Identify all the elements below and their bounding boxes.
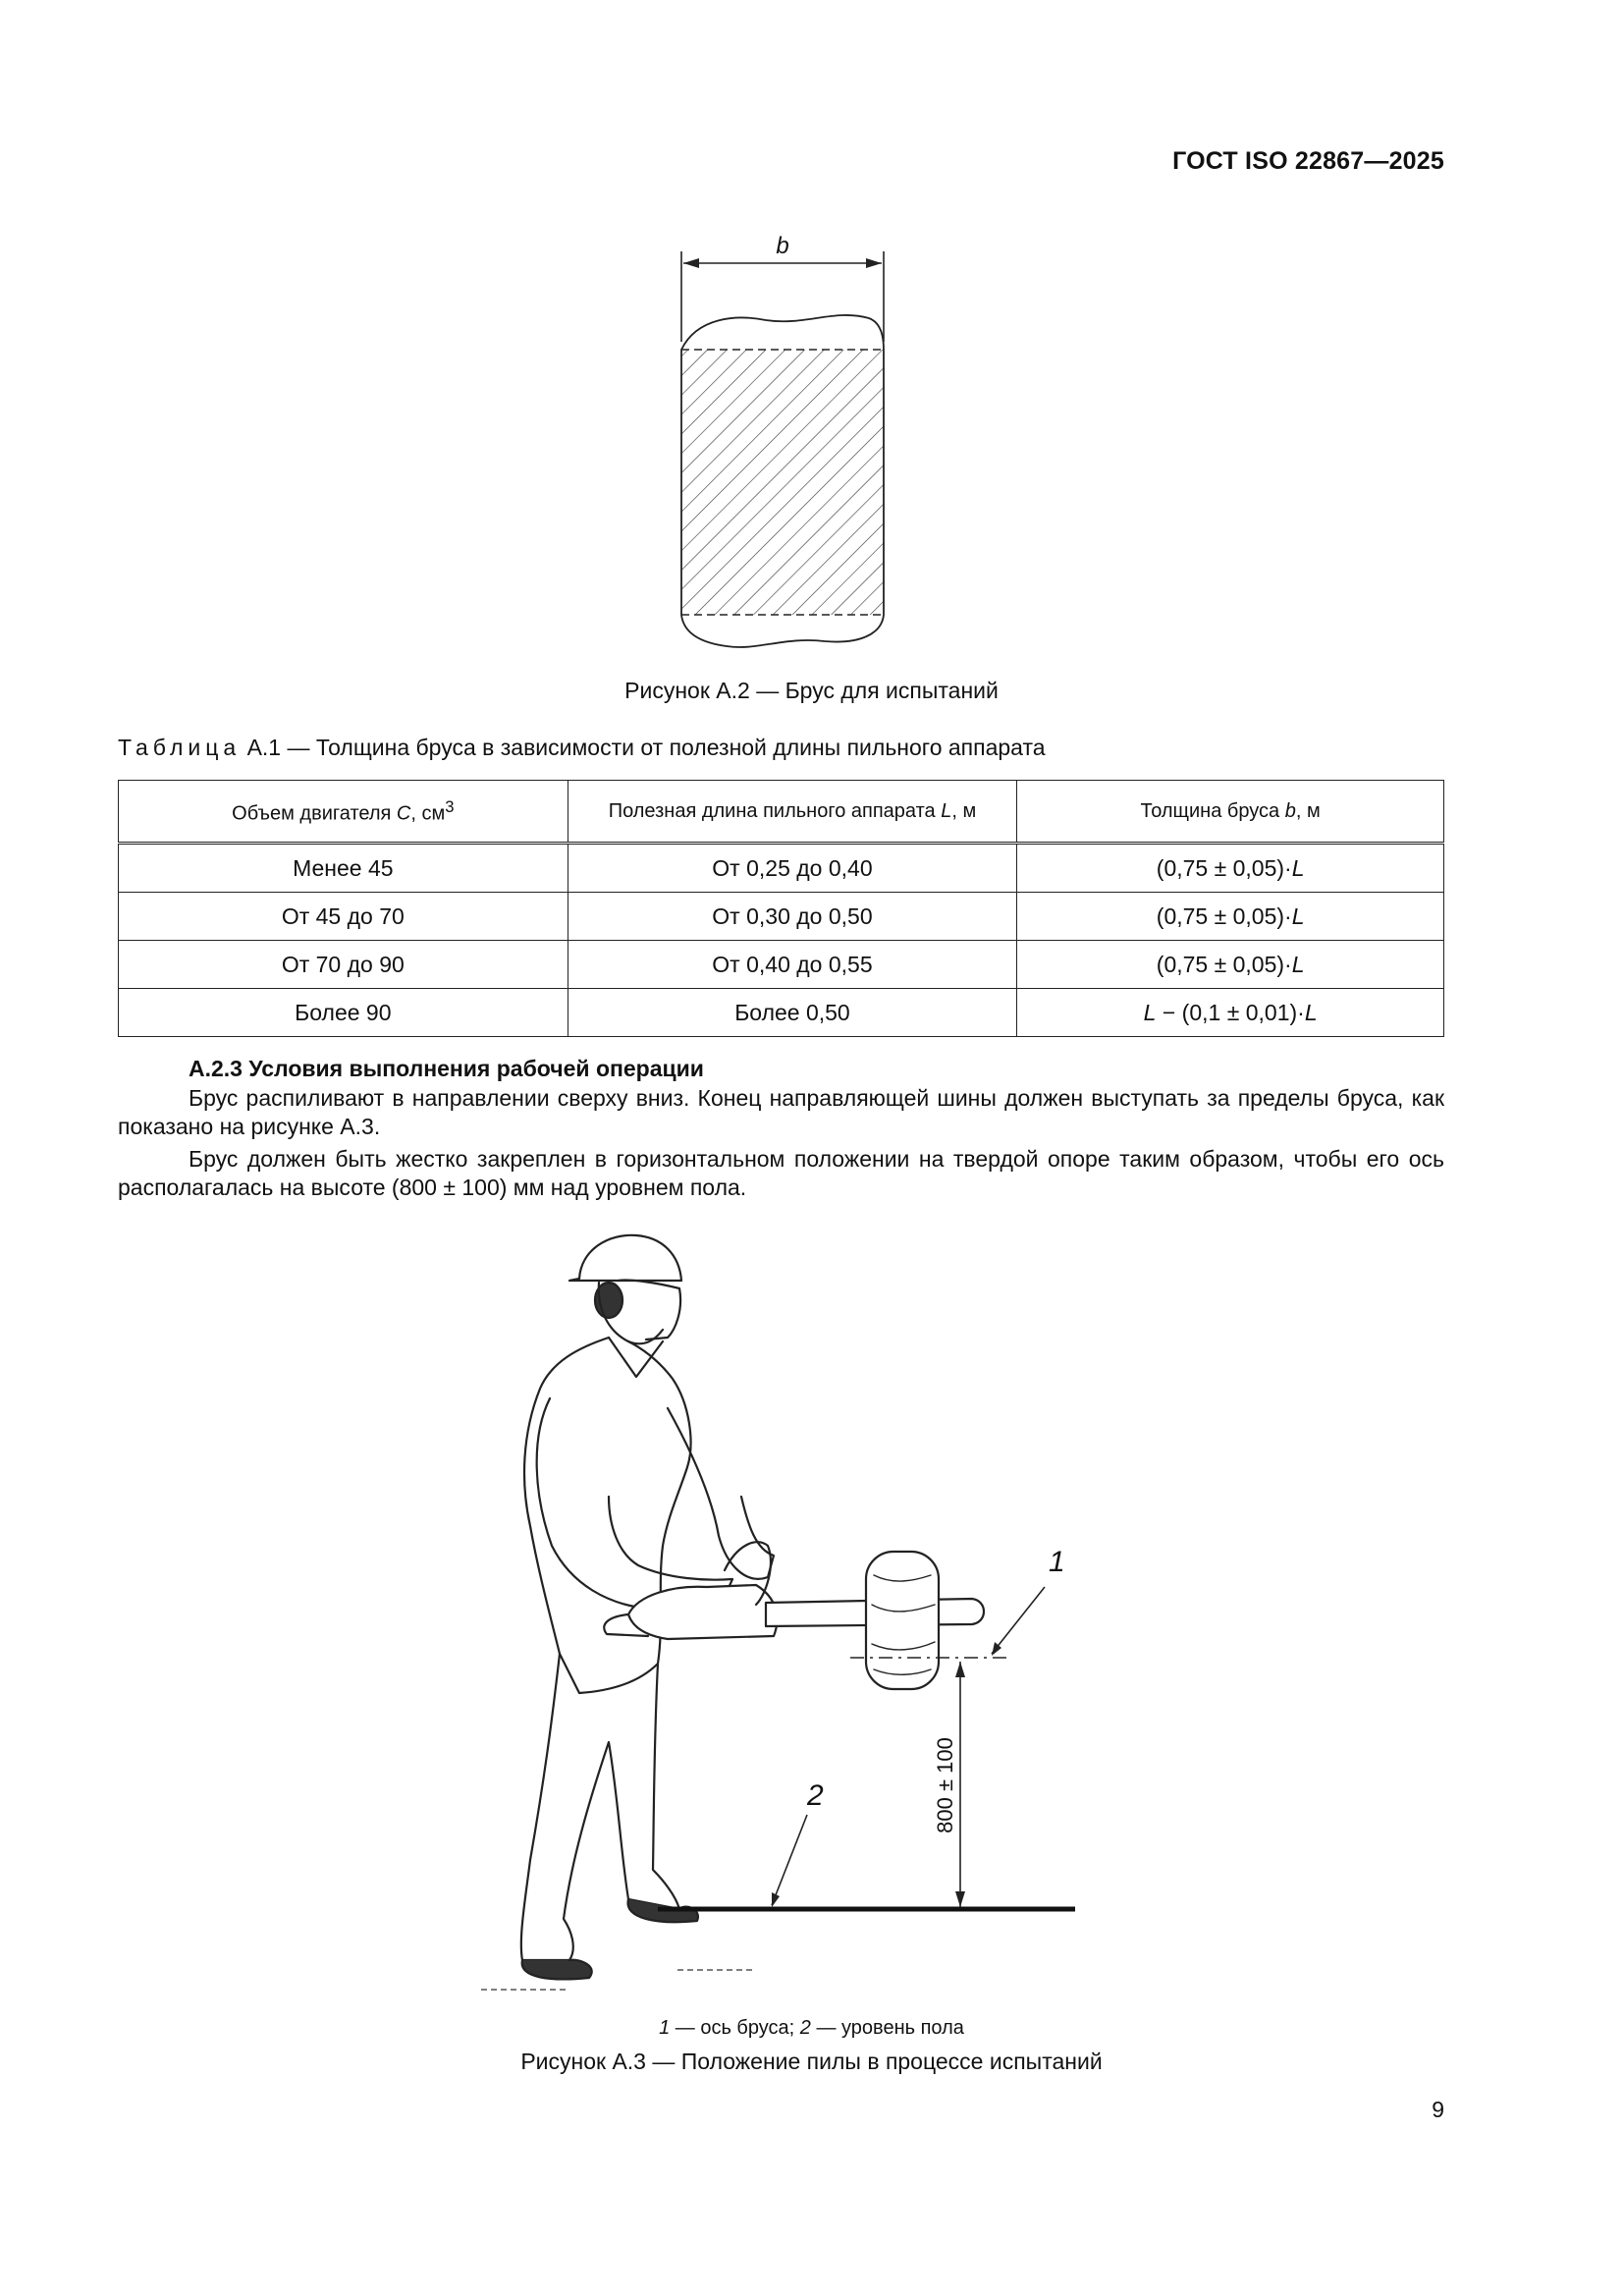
figure-a2-beam-cross-section: [658, 224, 913, 666]
legend-text-2: — уровень пола: [810, 2017, 964, 2039]
operator-arm: [537, 1398, 732, 1609]
arrow-left: [683, 258, 699, 268]
table-a1-title: [118, 735, 1046, 761]
callout-1-label: 1: [1049, 1546, 1065, 1578]
cell-effective-length: Более 0,50: [568, 989, 1017, 1037]
operator-helmet: [569, 1235, 681, 1281]
header-engine-volume: Объем двигателя C, $см^3$: [119, 781, 568, 844]
callout-2-label: 2: [807, 1779, 824, 1812]
beam-hatched-section: [681, 350, 884, 615]
table-row: [119, 844, 1444, 893]
height-dimension-label: 800 ± 100: [933, 1737, 957, 1833]
chainsaw-body: [628, 1585, 777, 1639]
header-beam-thickness: Толщина бруса b, м: [1017, 781, 1444, 844]
callout-1-leader: [992, 1587, 1045, 1654]
paragraph-beam-fixing: Брус должен быть жестко закреплен в горизонтальном положении на твердой опоре таким образом, чтобы его ось располагалась на высоте (800 ± 100) мм над уровнем пола.: [118, 1146, 1444, 1200]
arrow-right: [866, 258, 882, 268]
figure-a2-caption: Рисунок А.2 — Брус для испытаний: [624, 678, 999, 703]
figure-a3-saw-position: [461, 1231, 1109, 1997]
height-arrow-top: [955, 1662, 965, 1677]
dimension-label-b: b: [776, 233, 789, 259]
cell-engine-volume: Более 90: [119, 989, 568, 1037]
legend-text-1: — ось бруса;: [670, 2017, 800, 2039]
callout-2-leader: [772, 1815, 807, 1905]
table-row: [119, 893, 1444, 941]
figure-a3-caption: Рисунок А.3 — Положение пилы в процессе испытаний: [520, 2049, 1103, 2074]
height-arrow-bottom: [955, 1891, 965, 1907]
section-heading: А.2.3 Условия выполнения рабочей операции: [189, 1056, 704, 1081]
table-row: [119, 989, 1444, 1037]
cell-beam-thickness: L − (0,1 ± 0,01)·L: [1017, 989, 1444, 1037]
cell-beam-thickness: (0,75 ± 0,05)·L: [1017, 844, 1444, 893]
page-number: 9: [1432, 2097, 1444, 2122]
legend-number-1: 1: [659, 2017, 671, 2039]
table-title-text: А.1 — Толщина бруса в зависимости от полезной длины пильного аппарата: [246, 735, 1046, 760]
cell-beam-thickness: (0,75 ± 0,05)·L: [1017, 893, 1444, 941]
table-header-row: [119, 781, 1444, 844]
paragraph-cutting-direction: Брус распиливают в направлении сверху вниз. Конец направляющей шины должен выступать за пределы бруса, как показано на рисунке А.3.: [118, 1085, 1444, 1139]
table-prefix: Таблица: [118, 735, 242, 760]
operator-front-arm: [668, 1408, 774, 1579]
callout-2-arrow: [772, 1892, 780, 1907]
table-row: [119, 941, 1444, 989]
cell-engine-volume: От 45 до 70: [119, 893, 568, 941]
legend-number-2: 2: [799, 2017, 811, 2039]
header-effective-length: Полезная длина пильного аппарата L, м: [568, 781, 1017, 844]
cell-effective-length: От 0,40 до 0,55: [568, 941, 1017, 989]
document-id-header: ГОСТ ISO 22867—2025: [1172, 147, 1444, 175]
figure-a3-legend: [0, 2017, 1623, 2040]
cell-engine-volume: Менее 45: [119, 844, 568, 893]
table-a1: [118, 780, 1444, 1037]
operator-boot-back: [522, 1960, 592, 1980]
cell-effective-length: От 0,25 до 0,40: [568, 844, 1017, 893]
operator-face-visor: [619, 1280, 680, 1339]
cell-engine-volume: От 70 до 90: [119, 941, 568, 989]
cell-beam-thickness: (0,75 ± 0,05)·L: [1017, 941, 1444, 989]
cell-effective-length: От 0,30 до 0,50: [568, 893, 1017, 941]
beam-end: [866, 1552, 939, 1689]
